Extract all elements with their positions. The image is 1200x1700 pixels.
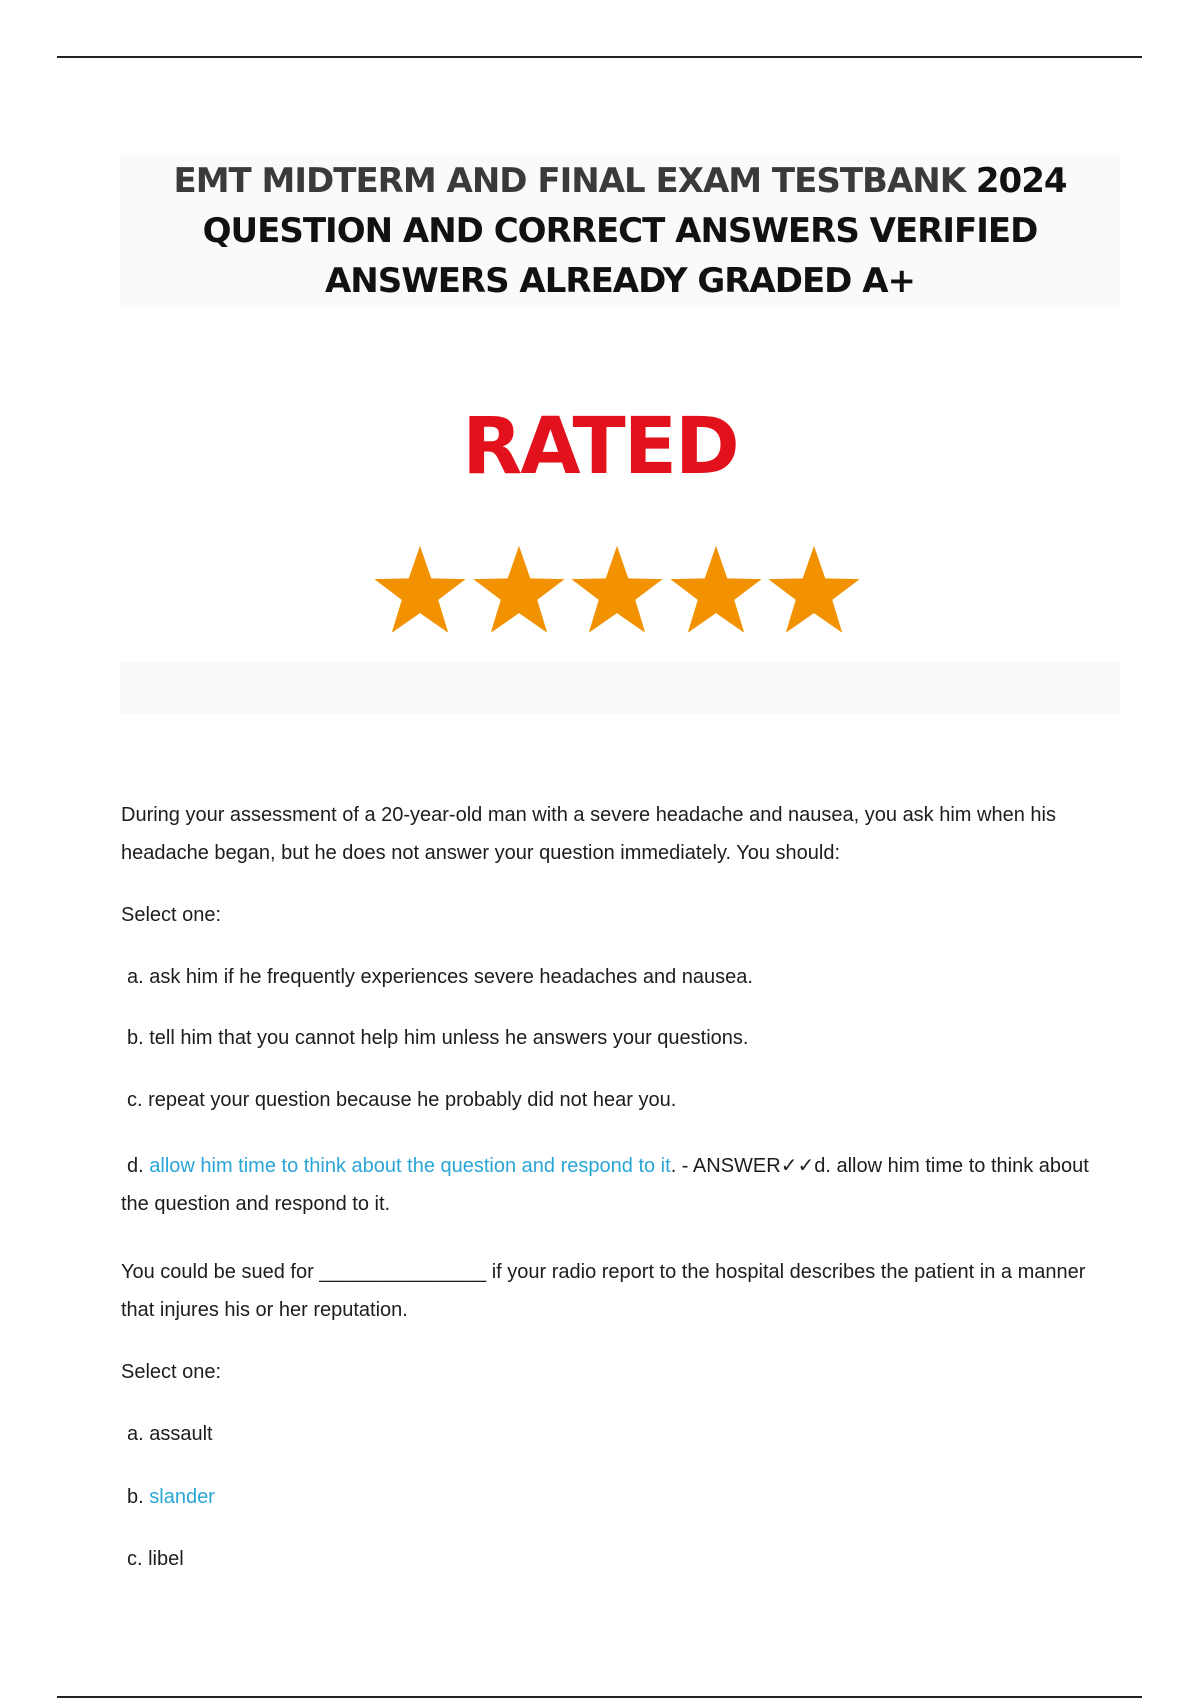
title-block — [120, 155, 1120, 307]
title-line-3: ANSWERS ALREADY GRADED A+ — [324, 261, 916, 301]
question-1-option-a: a. ask him if he frequently experiences severe headaches and nausea. — [127, 966, 753, 988]
title-line-1-main: EMT MIDTERM AND FINAL EXAM TESTBANK — [173, 161, 966, 201]
rated-label: RATED — [462, 402, 738, 492]
bottom-rule — [57, 1696, 1142, 1698]
title-line-2: QUESTION AND CORRECT ANSWERS VERIFIED — [202, 211, 1038, 251]
question-1-option-c: c. repeat your question because he probably did not hear you. — [127, 1089, 677, 1111]
question-2-option-b-prefix: b. — [127, 1486, 150, 1508]
top-rule — [57, 56, 1142, 58]
star-rating — [372, 540, 862, 644]
star-icon — [766, 540, 862, 644]
question-2-option-b-answer: slander — [149, 1486, 215, 1508]
star-icon — [668, 540, 764, 644]
question-1-option-b: b. tell him that you cannot help him unless he answers your questions. — [127, 1027, 749, 1049]
star-icon — [569, 540, 665, 644]
question-1-prompt: Select one: — [121, 904, 222, 926]
title-line-1 — [173, 156, 1066, 206]
title-line-1-year: 2024 — [965, 161, 1067, 201]
question-1-option-d-answer: allow him time to think about the question and respond to it — [149, 1155, 671, 1177]
star-band — [120, 662, 1120, 714]
question-1-text: During your assessment of a 20-year-old man with a severe headache and nausea, you ask him when his headache began, but he does not answer your question immediately. You should: — [121, 804, 1056, 864]
star-icon — [471, 540, 567, 644]
question-2-text: You could be sued for _______________ if your radio report to the hospital describes the patient in a manner that injures his or her reputation. — [121, 1261, 1086, 1321]
star-icon — [372, 540, 468, 644]
question-1-option-d-prefix: d. — [127, 1155, 150, 1177]
question-1-option-d-suffix: . - ANSWER✓✓d. allow him time to think about the question and respond to it. — [121, 1155, 1089, 1215]
question-2-option-c: c. libel — [127, 1548, 184, 1570]
question-2-prompt: Select one: — [121, 1361, 222, 1383]
question-2-option-b — [121, 1478, 1127, 1516]
question-2-option-a: a. assault — [127, 1423, 213, 1445]
question-1-option-d — [121, 1147, 1121, 1223]
